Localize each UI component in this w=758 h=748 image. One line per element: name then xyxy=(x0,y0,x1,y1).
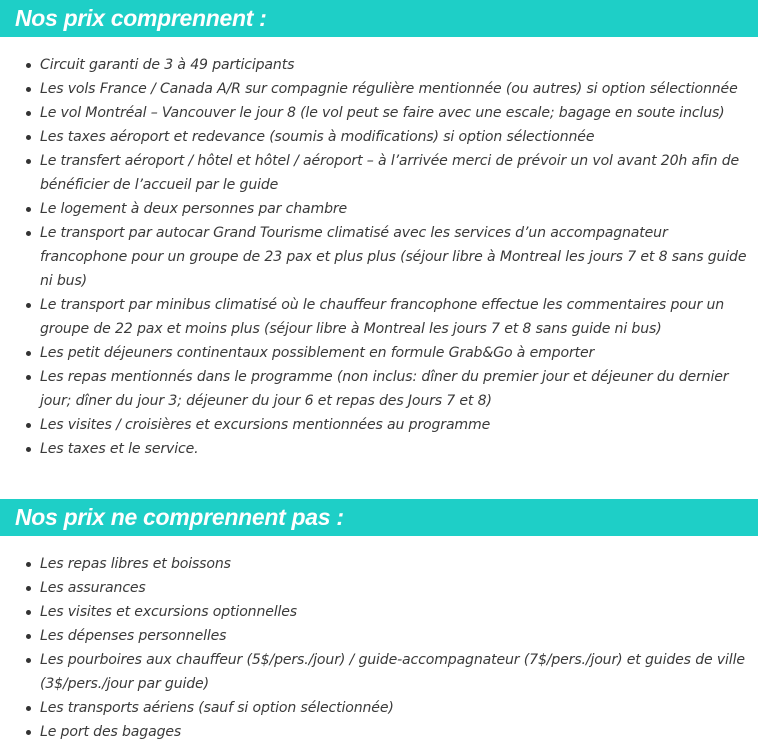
excluded-list-item: Les visites et excursions optionnelles xyxy=(40,600,748,624)
included-list-item: Les taxes aéroport et redevance (soumis à modifications) si option sélectionnée xyxy=(40,125,748,149)
excluded-list-item: Le port des bagages xyxy=(40,720,748,744)
included-list-item: Les visites / croisières et excursions mentionnées au programme xyxy=(40,413,748,437)
included-section-title: Nos prix comprennent : xyxy=(15,5,267,31)
included-list-item: Les petit déjeuners continentaux possiblement en formule Grab&Go à emporter xyxy=(40,341,748,365)
included-list-item: Le transport par minibus climatisé où le chauffeur francophone effectue les commentaires pour un groupe de 22 pax et moins plus (séjour libre à Montreal les jours 7 et 8 sans guide ni bus) xyxy=(40,293,748,341)
excluded-list-item: Les pourboires aux chauffeur (5$/pers./jour) / guide-accompagnateur (7$/pers./jour) et guides de ville (3$/pers./jour par guide) xyxy=(40,648,748,696)
excluded-section-title: Nos prix ne comprennent pas : xyxy=(15,504,344,530)
excluded-list-item: Les assurances xyxy=(40,576,748,600)
excluded-list-item: Les repas libres et boissons xyxy=(40,552,748,576)
included-list-item: Le transfert aéroport / hôtel et hôtel / aéroport – à l’arrivée merci de prévoir un vol avant 20h afin de bénéficier de l’accueil par le guide xyxy=(40,149,748,197)
excluded-section-header xyxy=(0,499,758,536)
included-list-item: Les vols France / Canada A/R sur compagnie régulière mentionnée (ou autres) si option sélectionnée xyxy=(40,77,748,101)
included-list-item: Circuit garanti de 3 à 49 participants xyxy=(40,53,748,77)
included-section-header xyxy=(0,0,758,37)
included-list xyxy=(0,53,758,461)
included-list-item: Les repas mentionnés dans le programme (non inclus: dîner du premier jour et déjeuner du dernier jour; dîner du jour 3; déjeuner du jour 6 et repas des Jours 7 et 8) xyxy=(40,365,748,413)
included-list-item: Le vol Montréal – Vancouver le jour 8 (le vol peut se faire avec une escale; bagage en soute inclus) xyxy=(40,101,748,125)
included-list-item: Le logement à deux personnes par chambre xyxy=(40,197,748,221)
excluded-list xyxy=(0,552,758,744)
included-list-item: Les taxes et le service. xyxy=(40,437,748,461)
excluded-list-item: Les transports aériens (sauf si option sélectionnée) xyxy=(40,696,748,720)
included-list-item: Le transport par autocar Grand Tourisme climatisé avec les services d’un accompagnateur francophone pour un groupe de 23 pax et plus plus (séjour libre à Montreal les jours 7 et 8 sans guide ni bus) xyxy=(40,221,748,293)
excluded-list-item: Les dépenses personnelles xyxy=(40,624,748,648)
